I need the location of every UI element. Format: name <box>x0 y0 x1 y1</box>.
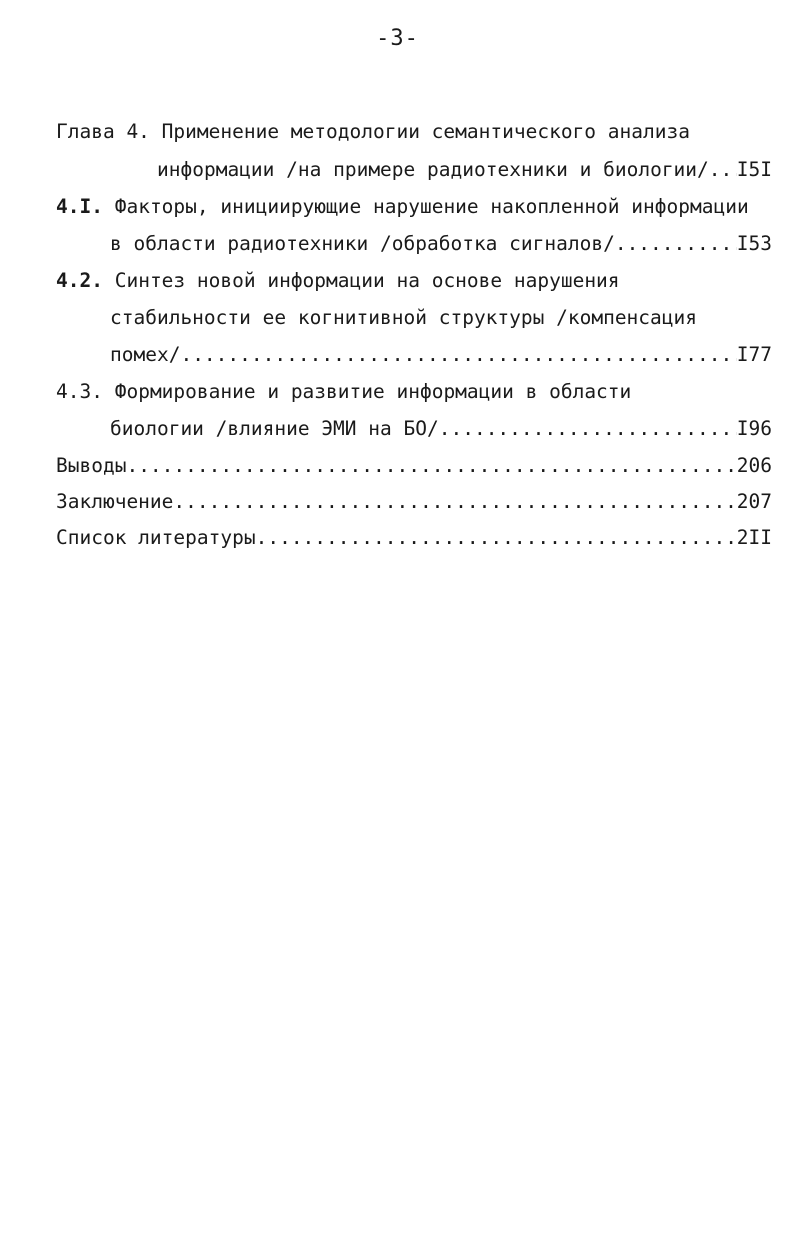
toc-section-4-2-entry[interactable] <box>110 342 772 368</box>
toc-section-4-1-line2: в области радиотехники /обработка сигналов/ <box>110 232 615 255</box>
toc-section-4-1-number: 4.I. <box>56 195 103 218</box>
toc-section-4-1-line1: Факторы, инициирующие нарушение накопленной информации <box>114 195 749 218</box>
toc-section-4-3-page: I96 <box>736 417 772 440</box>
toc-chapter-4-line2: информации /на примере радиотехники и биологии/ <box>157 158 709 181</box>
dot-leader <box>439 416 737 442</box>
toc-section-4-1-title <box>56 194 749 220</box>
toc-section-4-2-continuation <box>110 305 697 331</box>
dot-leader <box>126 453 736 479</box>
toc-chapter-4-line1: Глава 4. Применение методологии семантического анализа <box>56 120 690 143</box>
toc-section-4-3-line2: биологии /влияние ЭМИ на БО/ <box>110 417 439 440</box>
dot-leader <box>173 489 736 515</box>
toc-section-4-2-number: 4.2. <box>56 269 103 292</box>
dot-leader <box>180 342 736 368</box>
toc-summary-page: 207 <box>736 490 772 513</box>
toc-chapter-4-entry[interactable] <box>157 157 772 183</box>
toc-section-4-1-page: I53 <box>736 232 772 255</box>
toc-section-4-3-title <box>56 379 631 405</box>
dot-leader <box>615 231 737 257</box>
toc-summary-entry[interactable] <box>56 489 772 515</box>
toc-references-label: Список литературы <box>56 526 256 549</box>
toc-references-page: 2II <box>736 526 772 549</box>
toc-conclusions-page: 206 <box>736 454 772 477</box>
toc-section-4-2-title <box>56 268 620 294</box>
toc-section-4-3-number: 4.3. <box>56 380 103 403</box>
toc-section-4-2-line3: помех/ <box>110 343 181 366</box>
toc-references-entry[interactable] <box>56 525 772 551</box>
toc-chapter-4-page: I5I <box>736 158 772 181</box>
toc-section-4-1-entry[interactable] <box>110 231 772 257</box>
dot-leader <box>709 157 737 183</box>
toc-section-4-3-line1: Формирование и развитие информации в области <box>114 380 632 403</box>
toc-section-4-3-entry[interactable] <box>110 416 772 442</box>
toc-summary-label: Заключение <box>56 490 174 513</box>
toc-conclusions-entry[interactable] <box>56 453 772 479</box>
toc-section-4-2-line2: стабильности ее когнитивной структуры /компенсация <box>110 306 697 329</box>
toc-chapter-4-title <box>56 119 690 145</box>
dot-leader <box>256 525 737 551</box>
toc-section-4-2-page: I77 <box>736 343 772 366</box>
toc-section-4-2-line1: Синтез новой информации на основе нарушения <box>114 269 620 292</box>
page-number: -3- <box>376 26 419 51</box>
toc-conclusions-label: Выводы <box>56 454 127 477</box>
